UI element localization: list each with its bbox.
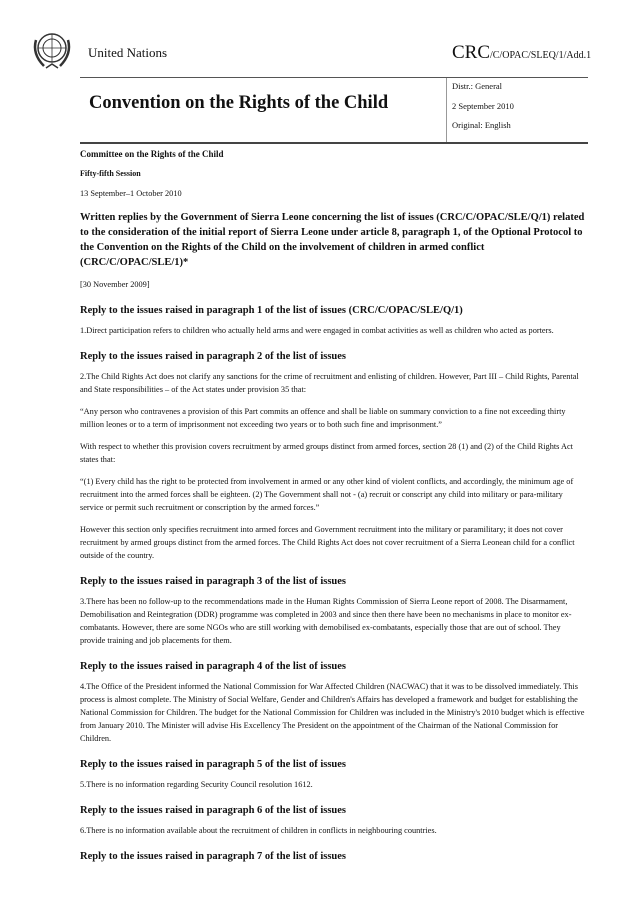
session-dates: 13 September–1 October 2010 [80,189,182,198]
paragraph: 1.Direct participation refers to children who actually held arms and were engaged in combat activities as well as children who acted as porters. [80,326,554,335]
symbol-suffix: /C/OPAC/SLEQ/1/Add.1 [490,50,592,61]
paragraph: However this section only specifies recruitment into armed forces and Government recruitment into the military or paramilitary; it does not cover recruitment by armed groups distinct from the armed forces. The Child Rights Act does not cover recruitment of a Sierra Leonean child for a conflict outside of the country. [80,525,575,560]
document-date: 2 September 2010 [452,101,514,111]
un-emblem-icon [30,28,74,72]
organization-name: United Nations [88,45,168,60]
paragraph: “(1) Every child has the right to be protected from involvement in armed or any other kind of violent conflicts, and accordingly, the minimum age of recruitment into the armed forces shall be eighteen. (2) The Government shall not - (a) recruit or conscript any child into military or para-military service or permit such recruitment or conscription by the armed forces.” [80,477,574,512]
paragraph: 5.There is no information regarding Security Council resolution 1612. [80,780,313,789]
committee-name: Committee on the Rights of the Child [80,149,224,159]
section-heading: Reply to the issues raised in paragraph 3 of the list of issues [80,576,347,587]
reply-date: [30 November 2009] [80,280,150,289]
paragraph: 6.There is no information available about the recruitment of children in conflicts in neighbouring countries. [80,826,437,835]
paragraph: 2.The Child Rights Act does not clarify any sanctions for the crime of recruitment and enlisting of children. However, Part III – Child Rights, Parental and State responsibilities – of the Act states under provision 35 that: [80,372,579,394]
document-title: Convention on the Rights of the Child [89,93,389,113]
section-heading: Reply to the issues raised in paragraph 7 of the list of issues [80,851,347,862]
header-bottom-rule [80,142,588,144]
section-heading: Reply to the issues raised in paragraph 2 of the list of issues [80,351,347,362]
paragraph: With respect to whether this provision covers recruitment by armed groups distinct from armed forces, section 28 (1) and (2) of the Child Rights Act states that: [80,442,573,464]
paragraph: 3.There has been no follow-up to the recommendations made in the Human Rights Commission of Sierra Leone report of 2008. The Disarmament, Demobilisation and Reintegration (DDR) programme was completed in 2003 and since then there have been no mechanisms in place to monitor ex-combatants. However, there are some NGOs who are still working with demobilised ex-combatants, especially those that are out of school. They provide training and job placements for them. [80,597,572,645]
section-heading: Reply to the issues raised in paragraph 5 of the list of issues [80,759,347,770]
paragraph: “Any person who contravenes a provision of this Part commits an offence and shall be liable on summary conviction to a fine not exceeding thirty million leones or to a term of imprisonment not exceeding two years or to both such fine and imprisonment.” [80,407,566,429]
distribution: Distr.: General [452,81,503,91]
header-divider [446,78,447,142]
section-heading: Reply to the issues raised in paragraph 4 of the list of issues [80,661,347,672]
paragraph: 4.The Office of the President informed the National Commission for War Affected Children (NACWAC) that it was to be dissolved immediately. This process is almost complete. The Ministry of Social Welfare, Gender and Children's Affairs has developed a framework and budget for establishing the National Commission for Children. The budget for the National Commission for Children was included in the Ministry's 2010 budget which is effective from January 2010. The Minister will advise His Excellency The President on the appointment of the Chairman of the National Commission for Children. [80,682,585,743]
session: Fifty-fifth Session [80,169,141,178]
symbol-main: CRC [452,42,491,63]
document-body [80,149,588,870]
main-title: Written replies by the Government of Sierra Leone concerning the list of issues (CRC/C/OPAC/SLE/Q/1) related to the consideration of the initial report of Sierra Leone under article 8, paragraph 1, of the Optional Protocol to the Convention on the Rights of the Child on the involvement of children in armed conflict (CRC/C/OPAC/SLE/1)* [80,212,585,268]
document-symbol [452,42,591,64]
section-heading: Reply to the issues raised in paragraph 1 of the list of issues (CRC/C/OPAC/SLE/Q/1) [80,305,463,316]
sections [80,305,588,862]
original-language: Original: English [452,120,511,130]
section-heading: Reply to the issues raised in paragraph 6 of the list of issues [80,805,347,816]
header-rule [80,77,588,78]
